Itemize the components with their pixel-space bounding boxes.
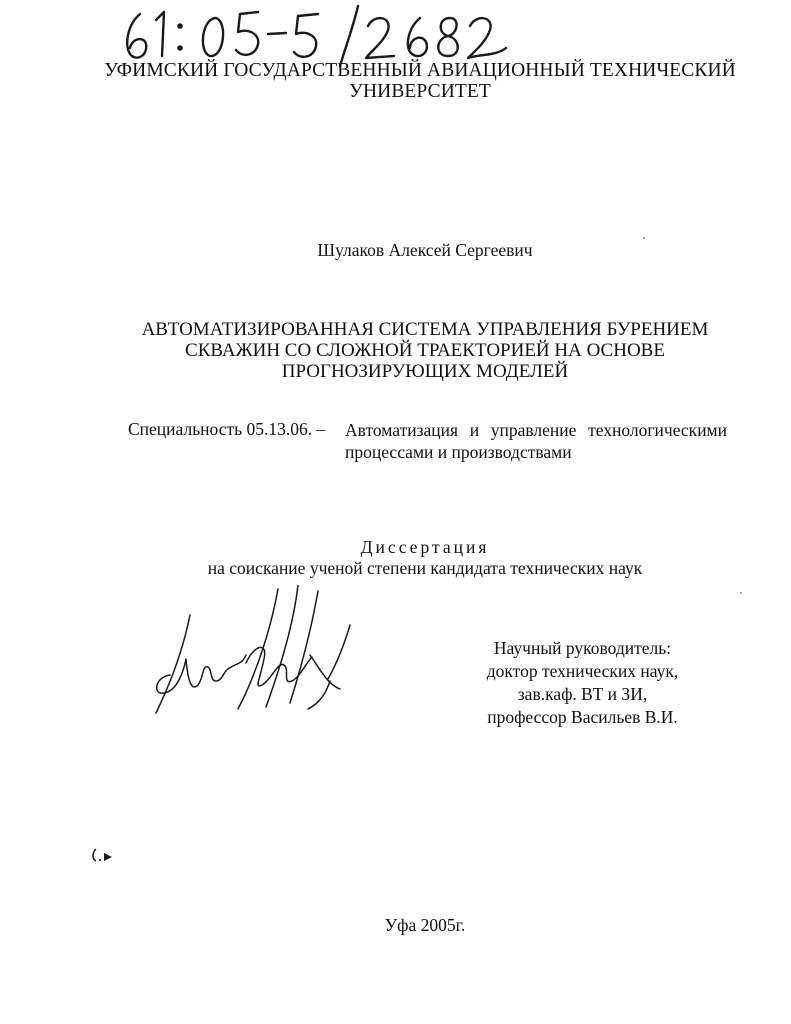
supervisor-name: профессор Васильев В.И. [487,707,678,727]
supervisor-position: зав.каф. ВТ и ЗИ, [517,684,648,704]
dissertation-heading: Диссертация [360,537,490,557]
degree-line: на соискание ученой степени кандидата технических наук [207,558,643,578]
supervisor-heading: Научный руководитель: [493,638,672,658]
supervisor-block [460,637,705,729]
supervisor-degree: доктор технических наук, [486,661,679,681]
scan-speck [643,237,645,239]
author-name: Шулаков Алексей Сергеевич [317,240,533,260]
author-signature [150,585,355,720]
specialty-label: Специальность 05.13.06. – [128,419,326,439]
scan-speck [740,592,742,594]
dissertation-title: АВТОМАТИЗИРОВАННАЯ СИСТЕМА УПРАВЛЕНИЯ БУРЕНИЕМ СКВАЖИН СО СЛОЖНОЙ ТРАЕКТОРИЕЙ НА ОСНОВЕ ПРОГНОЗИРУЮЩИХ МОДЕЛЕЙ [141,319,709,382]
ink-mark [90,845,120,865]
city-year: Уфа 2005г. [384,915,466,935]
handwritten-archive-code [118,4,508,68]
university-name: УФИМСКИЙ ГОСУДАРСТВЕННЫЙ АВИАЦИОННЫЙ ТЕХНИЧЕСКИЙ УНИВЕРСИТЕТ [104,60,736,102]
specialty-text: Автоматизация и управление технологическими процессами и производствами [345,420,727,462]
